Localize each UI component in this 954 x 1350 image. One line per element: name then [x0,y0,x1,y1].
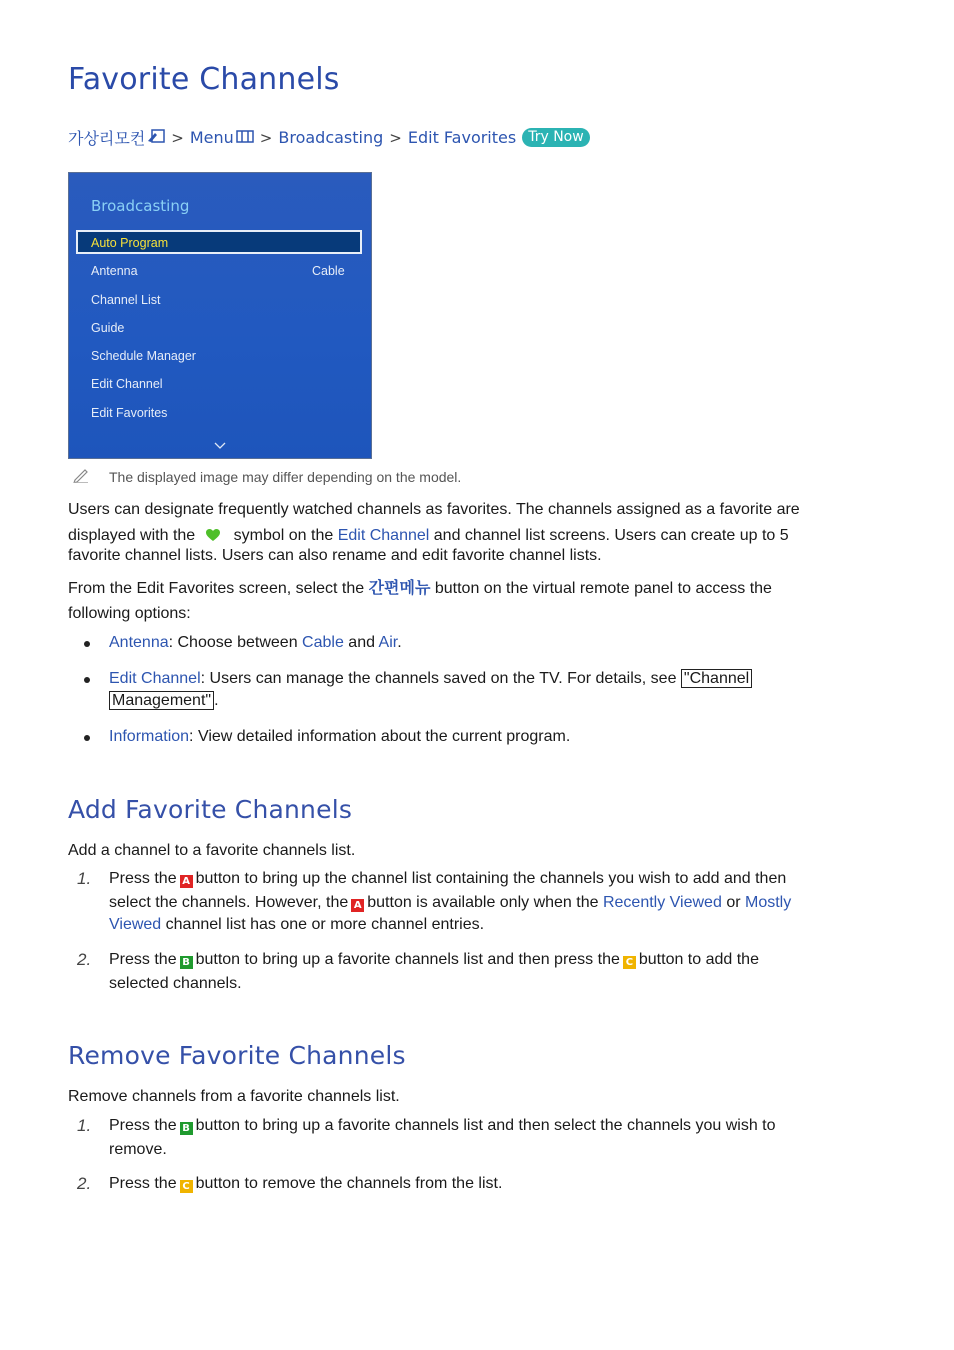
chevron-right-icon: > [171,128,184,147]
remove-step-2-line-1: Press the C button to remove the channels from the list. [109,1175,503,1192]
channel-management-link[interactable]: Management" [109,691,214,710]
menu-item-antenna[interactable]: Antenna [91,264,138,278]
panel-title: Broadcasting [91,197,190,215]
bullet-edit-channel-cont: Management" . [109,692,219,710]
bullet-dot [84,735,90,741]
bullet-dot [84,677,90,683]
breadcrumb [68,126,590,149]
quick-menu-label: 간편메뉴 [368,580,431,597]
menu-item-channel-list[interactable]: Channel List [91,293,161,307]
step-number: 2. [77,950,92,969]
remove-step-1-line-2: remove. [109,1141,167,1158]
add-step-2-line-1: Press the B button to bring up a favorite channels list and then press the C button to add the [109,951,759,968]
bullet-information: Information: View detailed information about the current program. [109,728,571,745]
intro-line-1: Users can designate frequently watched channels as favorites. The channels assigned as a favorite are [68,501,800,518]
breadcrumb-item-broadcasting[interactable]: Broadcasting [278,128,384,147]
step-number: 2. [77,1174,92,1193]
bullet-edit-channel: Edit Channel: Users can manage the channels saved on the TV. For details, see "Channel [109,670,752,688]
a-button-icon: A [180,875,193,888]
section-remove-title: Remove Favorite Channels [68,1041,406,1070]
bullet-antenna: Antenna: Choose between Cable and Air. [109,634,402,651]
broadcasting-menu-panel [68,172,372,459]
breadcrumb-item-edit-favorites[interactable]: Edit Favorites [407,128,517,147]
remove-step-1-line-1: Press the B button to bring up a favorite channels list and then select the channels you wish to [109,1117,776,1134]
channel-management-link[interactable]: "Channel [681,669,752,688]
heart-icon [206,529,220,547]
chevron-right-icon: > [389,128,402,147]
intro-line-4: From the Edit Favorites screen, select the 간편메뉴 button on the virtual remote panel to access the [68,580,772,597]
remote-icon [147,128,165,147]
section-remove-desc: Remove channels from a favorite channels list. [68,1088,400,1105]
chevron-down-icon[interactable] [214,435,226,454]
try-now-button[interactable]: Try Now [522,128,589,147]
c-button-icon: C [623,956,636,969]
menu-grid-icon [236,128,254,147]
breadcrumb-item-menu[interactable]: Menu [189,128,234,147]
menu-item-edit-channel[interactable]: Edit Channel [91,377,163,391]
chevron-right-icon: > [259,128,273,147]
menu-item-guide[interactable]: Guide [91,321,125,335]
step-number: 1. [77,869,92,888]
b-button-icon: B [180,1122,193,1135]
intro-line-3: favorite channel lists. Users can also rename and edit favorite channel lists. [68,547,602,564]
step-number: 1. [77,1116,92,1135]
b-button-icon: B [180,956,193,969]
note [72,467,461,486]
pencil-icon [72,467,90,486]
add-step-1-line-2: select the channels. However, the A button is available only when the Recently Viewed or Mostly [109,894,792,911]
menu-item-auto-program[interactable]: Auto Program [91,236,169,250]
breadcrumb-item-remote[interactable]: 가상리모컨 [68,129,146,148]
edit-channel-link[interactable]: Edit Channel [337,527,430,544]
a-button-icon: A [351,899,364,912]
menu-item-schedule-manager[interactable]: Schedule Manager [91,349,196,363]
section-add-desc: Add a channel to a favorite channels list. [68,842,356,859]
add-step-2-line-2: selected channels. [109,975,242,992]
add-step-1-line-1: Press the A button to bring up the channel list containing the channels you wish to add and then [109,870,787,887]
intro-line-2: displayed with the symbol on the Edit Channel and channel list screens. Users can create up to 5 [68,527,789,547]
recently-viewed-link: Recently Viewed [602,894,722,911]
menu-item-antenna-value: Cable [312,264,345,278]
c-button-icon: C [180,1180,193,1193]
mostly-viewed-link: Mostly [745,894,792,911]
page-title: Favorite Channels [68,62,340,97]
section-add-title: Add Favorite Channels [68,795,353,824]
note-text: The displayed image may differ depending on the model. [109,468,462,485]
menu-item-edit-favorites[interactable]: Edit Favorites [91,406,168,420]
bullet-dot [84,641,90,647]
add-step-1-line-3: Viewed channel list has one or more channel entries. [109,916,485,933]
intro-line-5: following options: [68,605,191,622]
